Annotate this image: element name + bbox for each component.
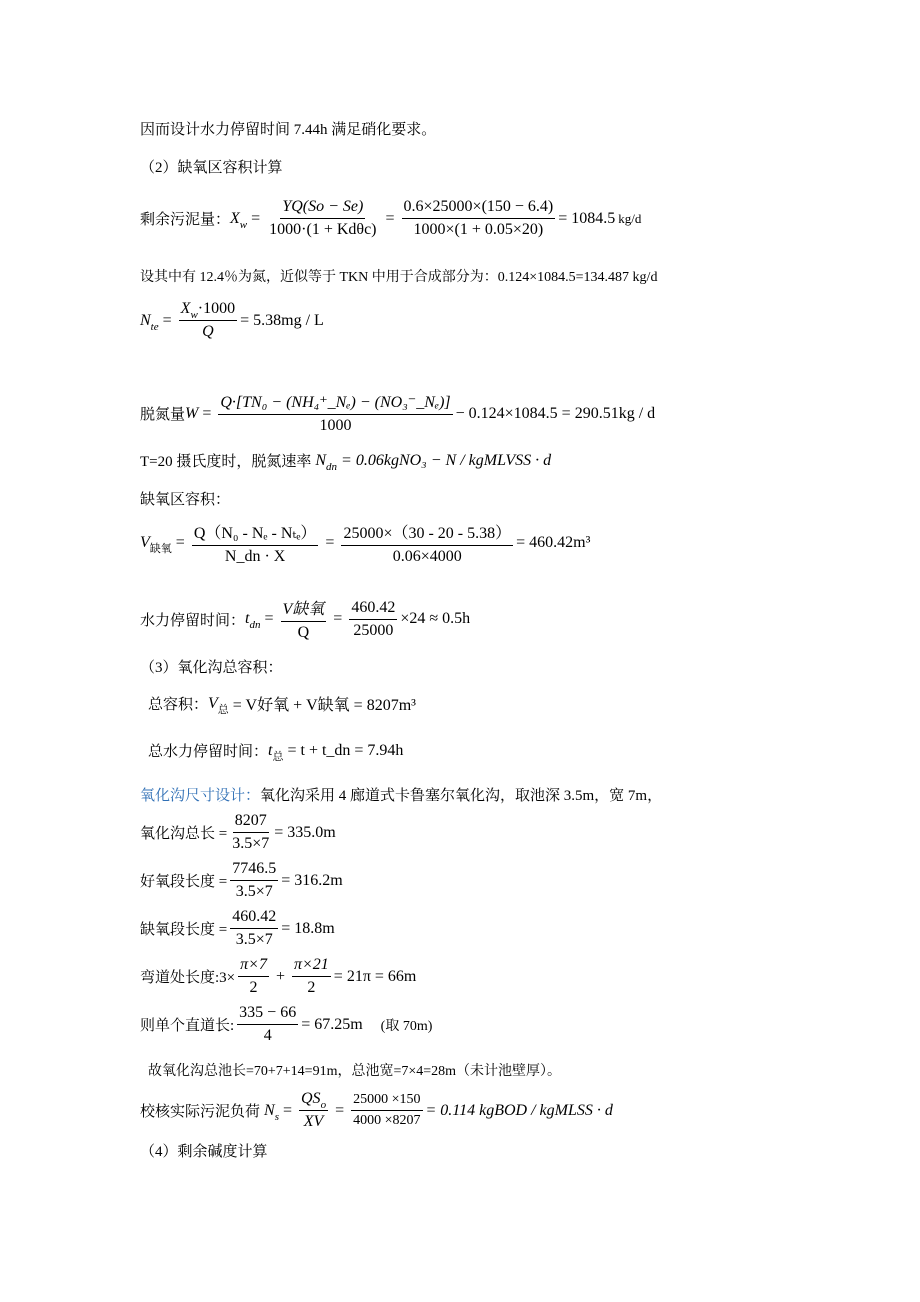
fraction-v-1-num: Q（N₀ - Nₑ - Nₜₑ） (192, 520, 319, 546)
fraction-xw-2-num: 0.6×25000×(150 − 6.4) (402, 198, 556, 219)
text-line-hrt-conclusion (140, 118, 436, 139)
fraction-check-1 (299, 1090, 328, 1131)
fraction-w-num: Q·[TN₀ − (NH₄⁺_Nₑ) − (NO₃⁻_Nₑ)] (218, 392, 452, 415)
equals-w: = (202, 404, 212, 422)
equation-anoxic-length (140, 908, 335, 949)
xw-unit: kg/d (618, 210, 642, 226)
equation-bend-length (140, 956, 416, 997)
fraction-nte-num: $X_w\cdot 1000$ (180, 300, 236, 321)
fraction-xw-2-den: 1000×(1 + 0.05×20) (413, 221, 544, 238)
fraction-hrt-2-num: 460.42 (349, 599, 397, 620)
nitrogen-line (140, 266, 657, 286)
var-nte: $N_{te}$ (140, 311, 159, 333)
hrt-label: 水力停留时间： (140, 612, 246, 629)
equals-nte: = (162, 311, 172, 329)
fraction-v-2 (341, 520, 513, 566)
len-total-label: 氧化沟总长 = (140, 826, 228, 842)
fraction-hrt-2 (349, 599, 397, 640)
equation-nte (140, 300, 324, 341)
v-result: = 460.42m³ (516, 534, 591, 551)
equals-hrt2: = (333, 610, 343, 627)
var-tdn: $t_{dn}$ (245, 610, 261, 631)
straight-label: 则单个直道长: (140, 1018, 235, 1034)
design-intro-line (140, 784, 662, 805)
anoxic-volume-label-line (140, 488, 230, 509)
fraction-len-total-num: 8207 (233, 812, 269, 833)
fraction-v-1-den: N_dn · X (224, 548, 286, 565)
fraction-xw-1-den: 1000·(1 + Kdθc) (269, 221, 377, 238)
fraction-len-total-den: 3.5×7 (232, 835, 270, 852)
design-heading-blue: 氧化沟尺寸设计： (140, 788, 261, 804)
fraction-len-anox-num: 460.42 (230, 908, 278, 929)
len-anox-result: = 18.8m (281, 919, 335, 937)
equation-anoxic-volume (140, 520, 590, 566)
fraction-straight-num: 335 − 66 (237, 1004, 298, 1025)
equals-check2: = (335, 1101, 345, 1119)
denit-rate-line (140, 450, 551, 471)
fraction-check-1-num-text: QS (301, 1090, 321, 1107)
fraction-nte-den: Q (202, 323, 214, 340)
straight-note: (取 70m) (380, 1018, 433, 1034)
hrt-result: ×24 ≈ 0.5h (400, 610, 471, 627)
w-result: − 0.124×1084.5 = 290.51kg / d (455, 404, 656, 422)
equals-v1: = (175, 534, 185, 551)
var-v-anoxic-sub: 缺氧 (149, 543, 172, 555)
section-heading-2 (140, 156, 283, 177)
anoxic-label: 缺氧区容积： (140, 492, 231, 508)
fraction-check-2-num: 25000 ×150 (351, 1092, 422, 1111)
check-result: = 0.114 kgBOD / kgMLSS · d (425, 1101, 613, 1119)
var-nte-sub: te (150, 320, 159, 333)
len-total-result: = 335.0m (274, 823, 336, 841)
fraction-xw-2 (402, 198, 556, 239)
fraction-check-1-den: XV (303, 1113, 324, 1130)
fraction-hrt-1-den: Q (297, 624, 310, 641)
fraction-straight (237, 1004, 298, 1045)
equation-denitrification (140, 392, 655, 435)
equation-excess-sludge (140, 198, 641, 239)
denit-label: 脱氮量 (140, 407, 186, 423)
total-length-text: 故氧化沟总池长=70+7+14=91m，总池宽=7×4=28m（未计池壁厚）。 (148, 1064, 562, 1079)
total-length-line (148, 1060, 561, 1080)
fraction-w (218, 392, 452, 435)
fraction-w-den: 1000 (319, 417, 352, 434)
bend-label: 弯道处长度:3× (140, 970, 236, 986)
fraction-check-1-num: $QS_o$ (301, 1090, 327, 1111)
fraction-len-total (230, 812, 271, 853)
equals-hrt1: = (264, 610, 274, 627)
fraction-bend-2 (292, 956, 331, 997)
rate-label: T=20 摄氏度时，脱氮速率 (140, 454, 312, 470)
var-xw-sub: w (239, 218, 248, 231)
fraction-bend-1-den: 2 (249, 979, 258, 996)
heading-anoxic-volume: （2）缺氧区容积计算 (140, 160, 283, 176)
fraction-check-2 (351, 1092, 422, 1129)
equation-anoxic-hrt (140, 596, 470, 642)
plus-bend: + (275, 967, 285, 985)
var-w: W (185, 404, 199, 422)
fraction-len-anox-den: 3.5×7 (235, 931, 273, 948)
fraction-xw-1 (267, 198, 378, 239)
fraction-bend-2-den: 2 (307, 979, 316, 996)
heading-residual-alkalinity: （4）剩余碱度计算 (140, 1144, 268, 1160)
nitrogen-text: 设其中有 12.4％为氮，近似等于 TKN 中用于合成部分为：0.124×1084.5=134.487 kg/d (140, 270, 658, 285)
fraction-check-2-den: 4000 ×8207 (353, 1113, 421, 1128)
fraction-len-anox (230, 908, 278, 949)
fraction-v-2-num: 25000×（30 - 20 - 5.38） (341, 520, 513, 546)
total-hrt-label: 总水力停留时间： (148, 744, 269, 760)
total-hrt-expr: = t + t_dn = 7.94h (287, 741, 404, 759)
fraction-xw-1-num: YQ(So − Se) (280, 198, 365, 219)
rate-expr: = 0.06kgNO₃ − N / kgMLVSS · d (341, 451, 552, 469)
sludge-label: 剩余污泥量： (140, 212, 231, 228)
equation-total-length (140, 812, 336, 853)
var-v-total: $V_总$ (208, 694, 229, 716)
fraction-straight-den: 4 (263, 1027, 272, 1044)
equals-2: = (385, 209, 395, 227)
fraction-nte (179, 300, 237, 341)
equation-total-hrt (148, 740, 403, 761)
var-t-total: $t_总$ (268, 741, 284, 763)
fraction-bend-1 (238, 956, 269, 997)
fraction-bend-2-num: π×21 (292, 956, 331, 977)
fraction-hrt-1 (281, 596, 327, 642)
equals-v2: = (325, 534, 335, 551)
section-heading-4 (140, 1140, 268, 1161)
var-ns: $N_s$ (264, 1101, 279, 1123)
var-ndn: $N_{dn}$ (315, 451, 338, 473)
fraction-len-aer (230, 860, 278, 901)
design-intro-text: 氧化沟采用 4 廊道式卡鲁塞尔氧化沟，取池深 3.5m，宽 7m， (260, 788, 663, 804)
fraction-bend-1-num: π×7 (238, 956, 269, 977)
var-v-anoxic: $V_{缺氧}$ (140, 534, 172, 555)
equation-total-volume (148, 692, 416, 715)
total-vol-expr: = V好氧 + V缺氧 = 8207m³ (232, 697, 416, 714)
fraction-len-aer-num: 7746.5 (230, 860, 278, 881)
fraction-v-2-den: 0.06×4000 (392, 548, 462, 565)
equation-sludge-load-check (140, 1090, 613, 1131)
equals-check1: = (282, 1101, 292, 1119)
len-aer-result: = 316.2m (281, 871, 343, 889)
xw-result: = 1084.5 (558, 209, 616, 227)
fraction-v-1 (192, 520, 319, 566)
bend-result: = 21π = 66m (333, 967, 417, 985)
check-label: 校核实际污泥负荷 (140, 1104, 261, 1120)
len-anox-label: 缺氧段长度 = (140, 922, 228, 938)
len-aer-label: 好氧段长度 = (140, 874, 228, 890)
heading-total-volume: （3）氧化沟总容积： (140, 660, 283, 676)
fraction-hrt-2-den: 25000 (353, 621, 394, 639)
nte-result: = 5.38mg / L (240, 311, 324, 329)
equation-aerobic-length (140, 860, 343, 901)
equals-1: = (251, 209, 261, 227)
fraction-hrt-1-num: V缺氧 (281, 596, 327, 622)
fraction-len-aer-den: 3.5×7 (235, 883, 273, 900)
section-heading-3 (140, 656, 283, 677)
equation-straight-length (140, 1004, 432, 1045)
var-xw: $X_w$ (230, 209, 248, 231)
hrt-conclusion: 因而设计水力停留时间 7.44h 满足硝化要求。 (140, 122, 437, 138)
total-vol-label: 总容积： (148, 697, 209, 713)
fraction-nte-num-text: ·1000 (197, 300, 236, 317)
straight-result: = 67.25m (301, 1015, 363, 1033)
